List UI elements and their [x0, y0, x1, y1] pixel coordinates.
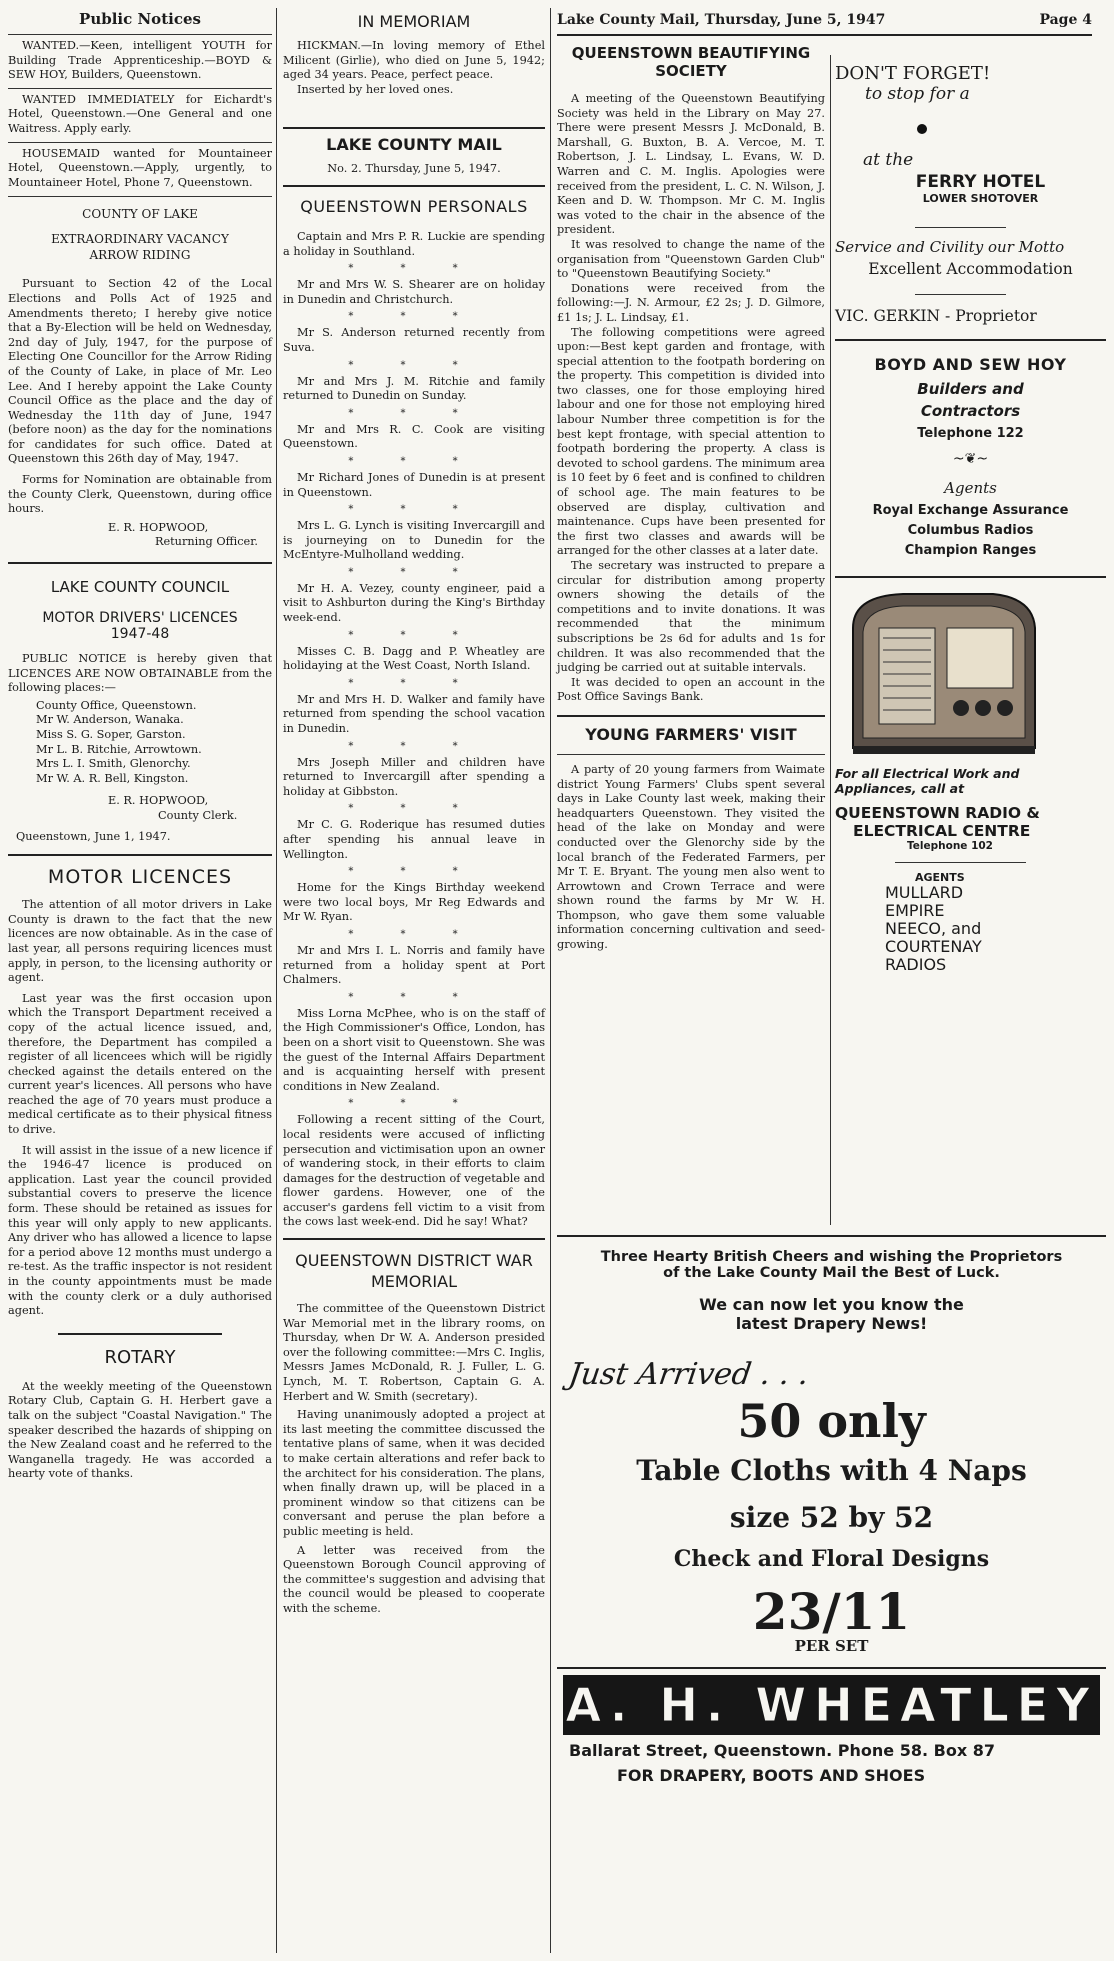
notice-hotel-staff: WANTED IMMEDIATELY for Eichardt's Hotel, Queenstown.—One General and one Waitress. Apply early.	[8, 92, 272, 135]
masthead-page: Page 4	[1039, 12, 1092, 28]
column-public-notices	[8, 0, 272, 1961]
personals-heading: QUEENSTOWN PERSONALS	[300, 196, 528, 216]
boyd-agency: Champion Ranges	[904, 543, 1037, 558]
radio-ad	[835, 588, 1106, 974]
star-separator-icon: * * *	[348, 263, 480, 275]
radio-tag2: Appliances, call at	[835, 781, 965, 796]
ferry-line2: to stop for a	[865, 84, 970, 104]
star-separator-icon: * * *	[348, 866, 480, 878]
masthead-title: Lake County Mail, Thursday, June 5, 1947	[557, 12, 886, 28]
county-heading: COUNTY OF LAKE	[82, 207, 198, 222]
ferry-hotel-name: FERRY HOTEL	[915, 172, 1046, 192]
ferry-location: LOWER SHOTOVER	[922, 192, 1039, 205]
beautifying-p2: It was resolved to change the name of the organisation from "Queenstown Garden Club" to "Queenstown Beautifying Society."	[557, 237, 825, 281]
boyd-agency: Columbus Radios	[907, 523, 1034, 538]
notice-youth: WANTED.—Keen, intelligent YOUTH for Building Trade Apprenticeship.—BOYD & SEW HOY, Builders, Queenstown.	[8, 39, 272, 82]
notice-housemaid: HOUSEMAID wanted for Mountaineer Hotel, Queenstown.—Apply, urgently, to Mountaineer Hotel, Phone 7, Queenstown.	[8, 146, 272, 189]
wheatley-news1: We can now let you know the	[699, 1295, 964, 1314]
star-separator-icon: * * *	[348, 566, 480, 578]
star-separator-icon: * * *	[348, 1098, 480, 1110]
boyd-trade2: Contractors	[920, 402, 1021, 420]
wheatley-address: Ballarat Street, Queenstown. Phone 58. Box 87	[569, 1741, 995, 1760]
list-item: County Office, Queenstown.	[36, 698, 197, 712]
boyd-agency: Royal Exchange Assurance	[872, 503, 1069, 518]
ornament-icon: ~❦~	[952, 451, 989, 467]
vacancy-forms: Forms for Nomination are obtainable from the County Clerk, Queenstown, during office hours.	[8, 473, 272, 516]
motor-licences-p3: It will assist in the issue of a new licence if the 1946-47 licence is produced on application. Last year the council provided substantial covers to preserve the licence form. These should be retained as issues for this year will only apply to new applicants. Any driver who has allowed a licence to lapse for a period above 12 months must undergo a re-test. As the traffic inspector is not resident in the county appointments must be made with the county clerk or a duly authorised agent.	[8, 1143, 272, 1318]
personal-item: Mr Richard Jones of Dunedin is at present in Queenstown.	[283, 470, 545, 499]
star-separator-icon: * * *	[348, 504, 480, 516]
ferry-proprietor: VIC. GERKIN - Proprietor	[835, 307, 1037, 325]
wheatley-item: Table Cloths with 4 Naps	[636, 1454, 1027, 1487]
list-item: Mrs L. I. Smith, Glenorchy.	[36, 757, 191, 771]
beautifying-p3: Donations were received from the following:—J. N. Armour, £2 2s; J. D. Gilmore, £1 1s; J. L. Lindsay, £1.	[557, 281, 825, 324]
wheatley-qty: 50 only	[737, 1394, 926, 1448]
radio-name2: ELECTRICAL CENTRE	[853, 822, 1031, 840]
boyd-ad	[835, 355, 1106, 558]
radio-phone: Telephone 102	[907, 840, 993, 852]
council-places	[8, 699, 272, 787]
paper-issue: No. 2. Thursday, June 5, 1947.	[327, 162, 501, 176]
wheatley-cheers1: Three Hearty British Cheers and wishing the Proprietors	[600, 1249, 1063, 1265]
rotary-body: At the weekly meeting of the Queenstown Rotary Club, Captain G. H. Herbert gave a talk on the subject "Coastal Navigation." The speaker described the hazards of shipping on the New Zealand coast and he referred to the Wanganella tragedy. He was accorded a hearty vote of thanks.	[8, 1379, 272, 1481]
ferry-line1: DON'T FORGET!	[835, 63, 991, 84]
beautifying-p5: The secretary was instructed to prepare a circular for distribution among property owners showing the details of the competitions and to invite donations. It was recommended that the minimum subscriptions be 2s 6d for adults and 1s for children. It was also recommended that the judging be carried out at suitable intervals.	[557, 559, 825, 675]
personal-item: Mr and Mrs I. L. Norris and family have returned from a holiday spent at Port Chalmers.	[283, 943, 545, 987]
beautifying-p1: A meeting of the Queenstown Beautifying Society was held in the Library on May 27. There were present Messrs J. McDonald, B. Marshall, G. Buxton, B. A. Vercoe, M. T. Robertson, J. L. Lindsay, L. Evans, W. D. Warren and C. M. Inglis. Apologies were received from the president, L. C. N. Wilson, J. Keen and D. W. Thompson. Mr C. M. Inglis was voted to the chair in the absence of the president.	[557, 92, 825, 237]
young-farmers-body: A party of 20 young farmers from Waimate district Young Farmers' Clubs spent several days in Lake County last week, making their headquarters Queenstown. They visited the head of the lake on Monday and were conducted over the Glenorchy side by the local branch of the Federated Farmers, per Mr T. E. Bryant. The young men also went to Arrowtown and Crown Terrace and were shown round the farms by Mr W. H. Thompson, who gave them some valuable information concerning cultivation and seed-growing.	[557, 762, 825, 952]
council-signature: E. R. HOPWOOD,	[108, 794, 209, 808]
beautifying-heading: QUEENSTOWN BEAUTIFYING SOCIETY	[571, 44, 811, 80]
war-memorial-p1: The committee of the Queenstown District War Memorial met in the library rooms, on Thursday, when Dr W. A. Anderson presided over the following committee:—Mrs C. Inglis, Messrs James McDonald, R. J. Fuller, L. G. Lynch, M. T. Robertson, Captain G. A. Herbert and W. Smith (secretary).	[283, 1302, 545, 1403]
radio-name1: QUEENSTOWN RADIO &	[835, 804, 1040, 822]
personal-item: Mr and Mrs J. M. Ritchie and family returned to Dunedin on Sunday.	[283, 374, 545, 403]
council-sub1: MOTOR DRIVERS' LICENCES	[42, 610, 238, 627]
list-item: Mr W. Anderson, Wanaka.	[36, 713, 184, 727]
wheatley-size: size 52 by 52	[729, 1501, 934, 1534]
council-sub2: 1947-48	[110, 626, 170, 643]
wheatley-cheers2: of the Lake County Mail the Best of Luck.	[663, 1265, 1000, 1281]
wheatley-designs: Check and Floral Designs	[673, 1546, 990, 1572]
personal-item: Captain and Mrs P. R. Luckie are spending a holiday in Southland.	[283, 229, 545, 258]
memoriam-heading: IN MEMORIAM	[357, 12, 471, 31]
radio-icon	[843, 588, 1043, 758]
radio-brand: MULLARD	[885, 883, 964, 902]
radio-brands	[835, 884, 1106, 974]
star-separator-icon: * * *	[348, 311, 480, 323]
memoriam-body: HICKMAN.—In loving memory of Ethel Milicent (Girlie), who died on June 5, 1942; aged 34 years. Peace, perfect peace.	[283, 39, 545, 82]
star-separator-icon: * * *	[348, 677, 480, 689]
boyd-trade1: Builders and	[917, 380, 1024, 398]
star-separator-icon: * * *	[348, 803, 480, 815]
young-farmers-heading: YOUNG FARMERS' VISIT	[585, 724, 797, 744]
masthead	[557, 12, 1092, 28]
war-memorial-p3: A letter was received from the Queenstown Borough Council approving of the committee's suggestion and advising that the council would be pleased to cooperate with the scheme.	[283, 1543, 545, 1615]
star-separator-icon: * * *	[348, 740, 480, 752]
personal-item: Mrs L. G. Lynch is visiting Invercargill and is journeying on to Dunedin for the McEntyre-Mulholland wedding.	[283, 519, 545, 562]
council-date: Queenstown, June 1, 1947.	[16, 829, 171, 843]
list-item: Mr L. B. Ritchie, Arrowtown.	[36, 742, 202, 756]
list-item: Miss S. G. Soper, Garston.	[36, 728, 186, 741]
boyd-name: BOYD AND SEW HOY	[874, 355, 1067, 374]
wheatley-price: 23/11	[752, 1582, 911, 1641]
star-separator-icon: * * *	[348, 359, 480, 371]
war-memorial-heading: QUEENSTOWN DISTRICT WAR MEMORIAL	[295, 1251, 533, 1292]
radio-brand: EMPIRE	[885, 901, 945, 920]
wheatley-news2: latest Drapery News!	[735, 1314, 928, 1333]
radio-brand: COURTENAY	[885, 937, 982, 956]
motor-licences-p2: Last year was the first occasion upon which the Transport Department received a copy of the actual licence issued, and, therefore, the Department has compiled a register of all licencees which will be rigidly checked against the details entered on the current year's licences. All persons who have reached the age of 70 years must produce a medical certificate as to their physical fitness to drive.	[8, 991, 272, 1137]
wheatley-ad	[557, 1235, 1106, 1961]
council-signature-title: County Clerk.	[158, 808, 238, 822]
personal-item: Mr and Mrs R. C. Cook are visiting Queenstown.	[283, 422, 545, 451]
star-separator-icon: * * *	[348, 407, 480, 419]
paper-title: LAKE COUNTY MAIL	[326, 135, 502, 155]
personal-item: Mr and Mrs W. S. Shearer are on holiday in Dunedin and Christchurch.	[283, 278, 545, 306]
star-separator-icon: * * *	[348, 928, 480, 940]
column-rule	[830, 55, 831, 1225]
personal-item: Mrs Joseph Miller and children have returned to Invercargill after spending a holiday at Gibbston.	[283, 755, 545, 798]
vacancy-body: Pursuant to Section 42 of the Local Elections and Polls Act of 1925 and Amendments thereto; I hereby give notice that a By-Election will be held on Wednesday, 2nd day of July, 1947, for the purpose of Electing One Councillor for the Arrow Riding of the County of Lake, in place of Mr. Leo Lee. And I hereby appoint the Lake County Council Office as the place and the day of Wednesday the 11th day of June, 1947 (before noon) as the day for the nominations for candidates for such office. Dated at Queenstown this 26th day of May, 1947.	[8, 277, 272, 466]
wheatley-banner	[563, 1675, 1100, 1735]
wheatley-per-set: PER SET	[794, 1637, 869, 1655]
rotary-heading: ROTARY	[104, 1346, 176, 1368]
list-item: Mr W. A. R. Bell, Kingston.	[36, 771, 189, 785]
radio-agents: AGENTS	[915, 871, 965, 884]
column-personals	[283, 0, 545, 1961]
column-ads	[835, 55, 1106, 1225]
boyd-agents: Agents	[944, 479, 997, 497]
memoriam-inserted: Inserted by her loved ones.	[297, 82, 454, 96]
public-notices-heading: Public Notices	[79, 10, 201, 28]
radio-brand: RADIOS	[885, 955, 947, 974]
wheatley-trade: FOR DRAPERY, BOOTS AND SHOES	[617, 1766, 926, 1785]
personal-item: Misses C. B. Dagg and P. Wheatley are holidaying at the West Coast, North Island.	[283, 644, 545, 673]
personal-item: Mr C. G. Roderique has resumed duties after spending his annual leave in Wellington.	[283, 818, 545, 861]
beautifying-p6: It was decided to open an account in the Post Office Savings Bank.	[557, 675, 825, 704]
vacancy-signature: E. R. HOPWOOD,	[108, 520, 209, 534]
personal-item: Following a recent sitting of the Court, local residents were accused of inflicting persecution and victimisation upon an owner of wandering stock, in their efforts to claim damages for the destruction of vegetable and flower gardens. However, one of the accuser's gardens fell victim to a visit from the cows last week-end. Did he say! What?	[283, 1113, 545, 1229]
personal-item: Miss Lorna McPhee, who is on the staff of the High Commissioner's Office, London, has been on a short visit to Queenstown. She was the guest of the Internal Affairs Department and is acquainting herself with present conditions in New Zealand.	[283, 1006, 545, 1093]
personal-item: Mr and Mrs H. D. Walker and family have returned from spending the school vacation in Dunedin.	[283, 692, 545, 736]
council-intro: PUBLIC NOTICE is hereby given that LICENCES ARE NOW OBTAINABLE from the following places:—	[8, 652, 272, 695]
council-heading: LAKE COUNTY COUNCIL	[50, 578, 230, 597]
radio-tag1: For all Electrical Work and	[835, 766, 1020, 781]
boyd-phone: Telephone 122	[917, 426, 1024, 441]
column-rule	[550, 8, 551, 1953]
personal-item: Mr S. Anderson returned recently from Suva.	[283, 326, 545, 354]
motor-licences-heading: MOTOR LICENCES	[47, 866, 233, 889]
star-separator-icon: * * *	[348, 629, 480, 641]
ferry-accommodation: Excellent Accommodation	[868, 260, 1073, 278]
personal-item: Home for the Kings Birthday weekend were two local boys, Mr Reg Edwards and Mr W. Ryan.	[283, 881, 545, 924]
radio-brand: NEECO, and	[885, 919, 982, 938]
ferry-motto: Service and Civility our Motto	[835, 238, 1065, 256]
star-separator-icon: * * *	[348, 455, 480, 467]
vacancy-heading: EXTRAORDINARY VACANCY ARROW RIDING	[51, 232, 229, 263]
ferry-line3: at the	[863, 150, 914, 170]
column-rule	[276, 8, 277, 1953]
motor-licences-p1: The attention of all motor drivers in Lake County is drawn to the fact that the new licences are now obtainable. As in the case of last year, all persons requiring licences must apply, in person, to the licensing authority or agent.	[8, 898, 272, 985]
vacancy-signature-title: Returning Officer.	[154, 535, 258, 549]
bullet-icon	[917, 124, 927, 134]
ferry-hotel-ad	[835, 63, 1106, 325]
wheatley-just-arrived: Just Arrived . . .	[566, 1357, 811, 1392]
wheatley-brand: A. H. WHEATLEY	[565, 1678, 1098, 1732]
star-separator-icon: * * *	[348, 991, 480, 1003]
war-memorial-p2: Having unanimously adopted a project at its last meeting the committee discussed the tentative plans of same, when it was decided to make certain alterations and refer back to the architect for his consideration. The plans, when finally drawn up, will be placed in a prominent window so that citizens can be conversant and peruse the plan before a public meeting is held.	[283, 1408, 545, 1538]
personal-item: Mr H. A. Vezey, county engineer, paid a visit to Ashburton during the King's Birthday week-end.	[283, 581, 545, 625]
beautifying-p4: The following competitions were agreed upon:—Best kept garden and frontage, with special attention to the footpath bordering on the property. This competition is divided into two classes, one for those employing hired labour and one for those not employing hired labour Number three competition is for the best kept frontage, with special attention to footpath bordering the property. A class is devoted to school gardens. The minimum area is 10 feet by 6 feet and is confined to children of school age. The main features to be observed are display, cultivation and maintenance. Cups have been presented for the first two classes and awards will be arranged for the other classes at a later date.	[557, 325, 825, 558]
